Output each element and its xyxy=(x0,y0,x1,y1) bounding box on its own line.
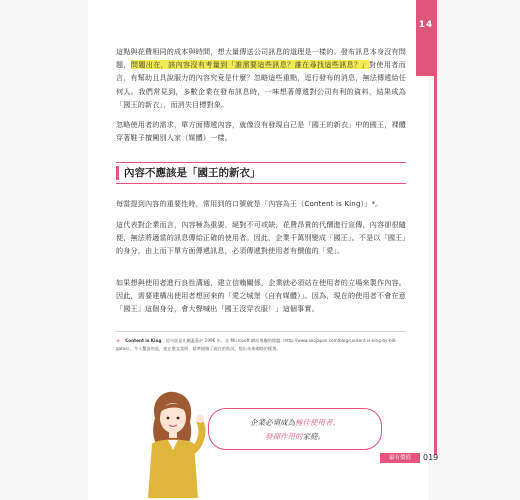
bubble-line-1-pink: 極佳使用者、 xyxy=(295,418,340,427)
paragraph-1-before: 這點與花費相同的成本與時間，想大量傳送公司訊息的道理是一樣的。發布訊息本身沒有問題， xyxy=(116,47,406,70)
raised-hand xyxy=(196,415,204,423)
chapter-number: 14 xyxy=(418,20,434,30)
chapter-tab xyxy=(416,0,436,76)
bubble-line-1-prefix: 企業必須成為 xyxy=(250,418,295,427)
left-eye xyxy=(167,417,170,420)
businesswoman-illustration xyxy=(138,388,208,498)
bubble-line-2 xyxy=(209,431,381,443)
paragraph-1 xyxy=(116,45,406,111)
footnote-term: Content is King xyxy=(125,338,162,343)
paragraph-1-after: 對使用者而言，有幫助且具說服力的內容究竟是什麼？忽略這些重點，逕行發布的消息，無法傳遞給任何人。我們常見到，多數企業在發布訊息時，一味想著傳遞對公司有利的資料，結果成為「國王的新衣」，而消失目標對象。 xyxy=(116,60,406,109)
footnote-divider xyxy=(116,331,406,332)
section-title: 內容不應該是「國王的新衣」 xyxy=(124,167,261,179)
footnote-text: ：這句話是比爾蓋茲於 1996 年，在 Microsoft 網站專欄的標題（http://www.seojapan.com/blog/content-is-king-by-bill-gates）。令人驚訝的是，他在散文當時，精準描繪了現在的狀況，提出未來網路的樣貌。 xyxy=(116,338,397,351)
bubble-line-2-pink: 發揮作用的 xyxy=(265,432,303,441)
speech-bubble xyxy=(208,408,382,450)
page-number: 019 xyxy=(423,453,439,462)
section-heading-bar xyxy=(116,166,119,180)
footnote xyxy=(116,337,406,353)
neck xyxy=(169,431,177,438)
bubble-line-1 xyxy=(209,417,381,429)
right-eye xyxy=(177,417,180,420)
bubble-line-2-suffix: 家庭。 xyxy=(302,432,325,441)
highlighted-text: 問題出在，該內容沒有考量到「誰需要這些訊息？誰在尋找這些訊息？」 xyxy=(130,60,369,70)
paragraph-5: 如果想與使用者進行良性溝通，建立信賴關係，企業就必須站在使用者的立場來製作內容。因此，需要建構出使用者想回來的「愛之城堡（自有媒體）」。因為，現在的使用者不會在意「國王」這個身分，會大聲喊出「國王沒穿衣服！」這個事實。 xyxy=(116,278,406,314)
footnote-mark: ＊ xyxy=(116,338,121,343)
raised-arm xyxy=(194,422,202,450)
footer-label: 最有價值 xyxy=(388,455,411,461)
section-heading xyxy=(116,162,406,184)
paragraph-4: 這代表對企業而言，內容極為重要，絕對不可或缺，花費昂貴的代價進行宣傳，內容卻很隨便，無法將適當的訊息傳給正確的使用者。因此，企業千萬別變成「國王」。不是以「國王」的身分，由上而下單方面傳遞訊息，必須傳遞對使用者有價值的「愛」。 xyxy=(116,220,406,256)
paragraph-2: 忽略使用者的需求，單方面傳遞內容，就像沒有發現自己是「國王的新衣」中的國王，裸體穿著鞋子擅闖別人家（媒體）一樣。 xyxy=(116,120,406,143)
paragraph-3: 每當提到內容的重要性時，常用到的口號就是「內容為王（Content is King）」*。 xyxy=(116,199,383,208)
